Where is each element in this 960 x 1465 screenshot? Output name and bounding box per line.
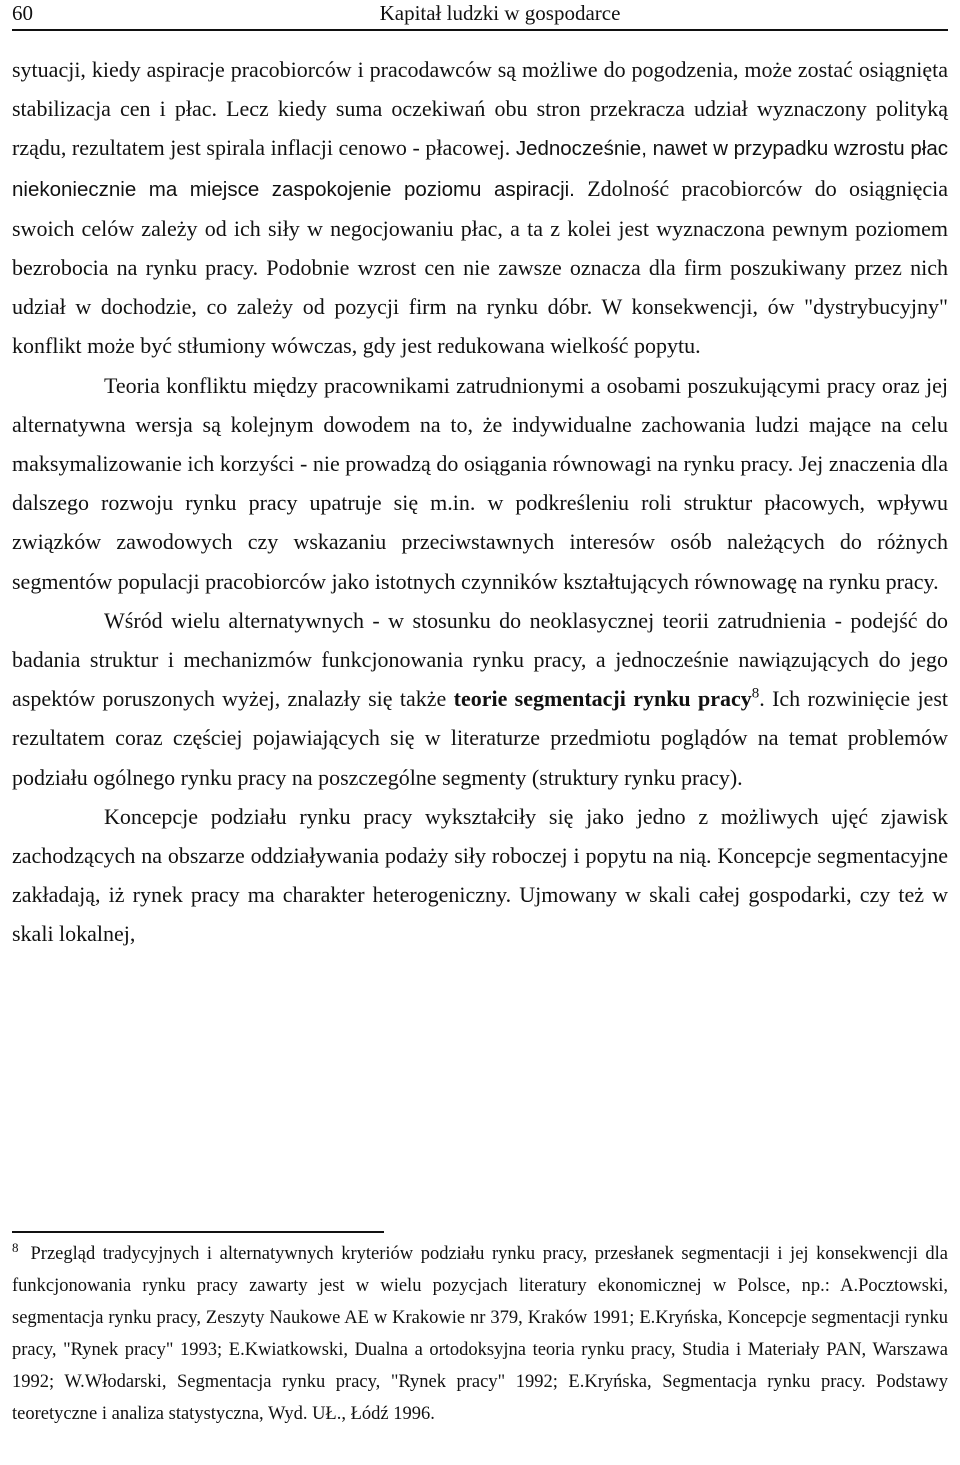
running-title: Kapitał ludzki w gospodarce [379,1,621,25]
footnote-text: Przegląd tradycyjnych i alternatywnych kryteriów podziału rynku pracy, przesłanek segmentacji i jej konsekwencji dla funkcjonowania rynku pracy zawarty jest w wielu pozycjach literatury ekonomicznej w Polsce, np.: A.Pocztowski, segmentacja rynku pracy, Zeszyty Naukowe AE w Krakowie nr 379, Kraków 1991; E.Kryńska, Koncepcje segmentacji rynku pracy, "Rynek pracy" 1993; E.Kwiatkowski, Dualna a ortodoksyjna teoria rynku pracy, Studia i Materiały PAN, Warszawa 1992; W.Włodarski, Segmentacja rynku pracy, "Rynek pracy" 1992; E.Kryńska, Segmentacja rynku pracy. Podstawy teoretyczne i analiza statystyczna, Wyd. UŁ., Łódź 1996. [12,1244,948,1424]
page-header [12,0,948,30]
paragraph-1 [12,50,948,366]
paragraph-3 [12,601,948,797]
body-text [12,50,948,954]
paragraph-3-part-b: . Ich rozwinięcie jest rezultatem coraz częściej pojawiających się w literaturze przedmiotu poglądów na temat problemów podziału ogólnego rynku pracy na poszczególne segmenty (struktury rynku pracy). [12,686,948,790]
paragraph-1-part-b: Jednocześnie, nawet w przypadku wzrostu płac niekoniecznie ma miejsce zaspokojenie poziomu aspiracji. [12,137,948,201]
header-rule [12,29,948,31]
page-number: 60 [12,1,33,25]
paragraph-1-part-a: sytuacji, kiedy aspiracje pracobiorców i pracodawców są możliwe do pogodzenia, może zostać osiągnięta stabilizacja cen i płac. Lecz kiedy suma oczekiwań obu stron przekracza udział wyznaczony polityką rządu, rezultatem jest spirala inflacji cenowo - płacowej. [12,57,948,161]
footnote-rule [12,1231,384,1233]
footnote-mark: 8 [12,1239,19,1255]
paragraph-4: Koncepcje podziału rynku pracy wykształciły się jako jedno z możliwych ujęć zjawisk zachodzących na obszarze oddziaływania podaży siły roboczej i popytu na nią. Koncepcje segmentacyjne zakładają, iż rynek pracy ma charakter heterogeniczny. Ujmowany w skali całej gospodarki, czy też w skali lokalnej, [12,803,948,947]
paragraph-2: Teoria konfliktu między pracownikami zatrudnionymi a osobami poszukującymi pracy oraz jej alternatywna wersja są kolejnym dowodem na to, że indywidualne zachowania ludzi mające na celu maksymalizowanie ich korzyści - nie prowadzą do osiągania równowagi na rynku pracy. Jej znaczenia dla dalszego rozwoju rynku pracy upatruje się m.in. w podkreśleniu roli struktur płacowych, wpływu związków zawodowych czy wskazaniu przeciwstawnych interesów osób należących do różnych segmentów populacji pracobiorców jako istotnych czynników kształtujących równowagę na rynku pracy. [12,372,948,594]
paragraph-1-part-c: Zdolność pracobiorców do osiągnięcia swoich celów zależy od ich siły w negocjowaniu płac, a ta z kolei jest wyznaczona pewnym poziomem bezrobocia na rynku pracy. Podobnie wzrost cen nie zawsze oznacza dla firm poszukiwany przez nich udział w dochodzie, co zależy od pozycji firm na rynku dóbr. W konsekwencji, ów "dystrybucyjny" konflikt może być stłumiony wówczas, gdy jest redukowana wielkość popytu. [12,175,948,359]
paragraph-3-part-a: Wśród wielu alternatywnych - w stosunku do neoklasycznej teorii zatrudnienia - podejść do badania struktur i mechanizmów funkcjonowania rynku pracy, a jednocześnie nawiązujących do jego aspektów poruszonych wyżej, znalazły się także [12,607,948,712]
bold-term: teorie segmentacji rynku pracy [453,686,752,712]
footnote-reference[interactable]: 8 [751,685,760,702]
footnote [12,1238,948,1430]
